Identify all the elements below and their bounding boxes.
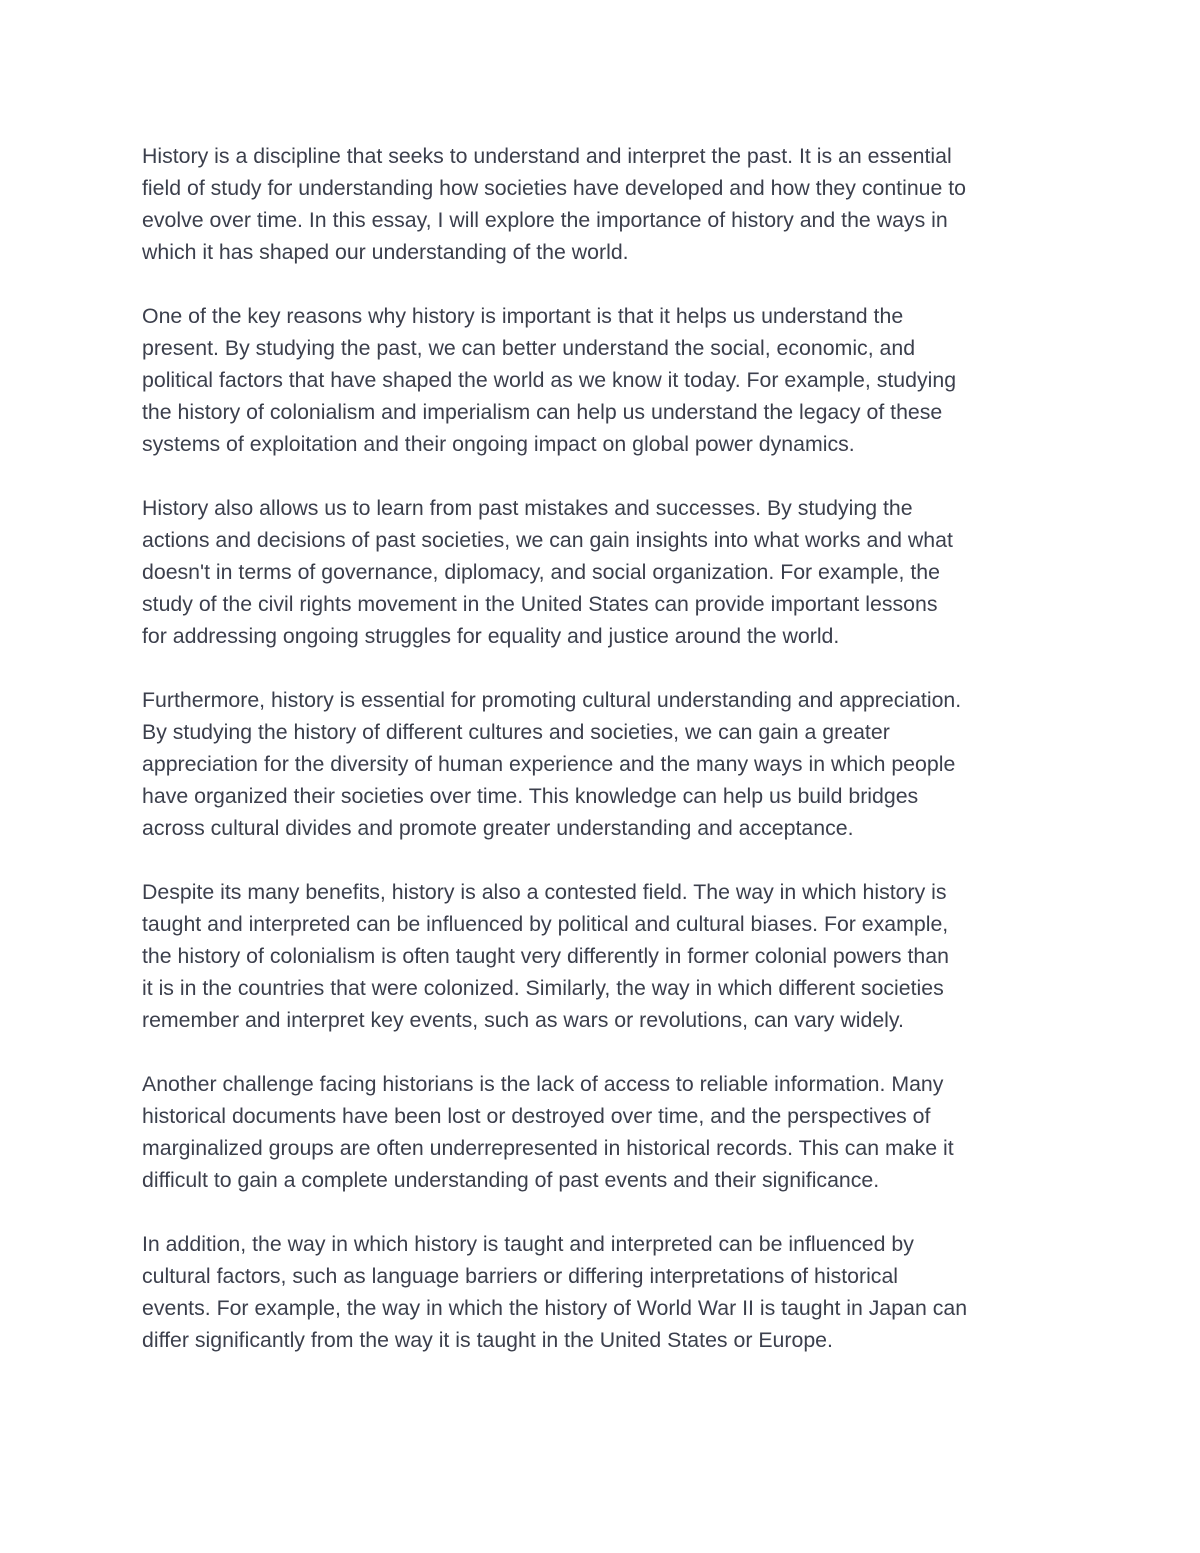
text-line: In addition, the way in which history is taught and interpreted can be influenced by: [142, 1232, 914, 1256]
paragraph: [142, 876, 1072, 1036]
text-line: for addressing ongoing struggles for equality and justice around the world.: [142, 624, 840, 648]
text-line: appreciation for the diversity of human experience and the many ways in which people: [142, 752, 956, 776]
document-body: [142, 140, 1072, 1388]
text-line: Furthermore, history is essential for promoting cultural understanding and appreciation.: [142, 688, 962, 712]
text-line: doesn't in terms of governance, diplomacy, and social organization. For example, the: [142, 560, 940, 584]
text-line: actions and decisions of past societies, we can gain insights into what works and what: [142, 528, 953, 552]
text-line: History also allows us to learn from past mistakes and successes. By studying the: [142, 496, 913, 520]
text-line: have organized their societies over time. This knowledge can help us build bridges: [142, 784, 919, 808]
text-line: study of the civil rights movement in the United States can provide important lessons: [142, 592, 938, 616]
text-line: present. By studying the past, we can better understand the social, economic, and: [142, 336, 916, 360]
paragraph: [142, 140, 1072, 268]
text-line: By studying the history of different cultures and societies, we can gain a greater: [142, 720, 890, 744]
text-line: across cultural divides and promote greater understanding and acceptance.: [142, 816, 854, 840]
text-line: differ significantly from the way it is taught in the United States or Europe.: [142, 1328, 833, 1352]
text-line: political factors that have shaped the world as we know it today. For example, studying: [142, 368, 957, 392]
paragraph: [142, 300, 1072, 460]
text-line: marginalized groups are often underrepresented in historical records. This can make it: [142, 1136, 954, 1160]
text-line: it is in the countries that were colonized. Similarly, the way in which different societies: [142, 976, 944, 1000]
text-line: field of study for understanding how societies have developed and how they continue to: [142, 176, 967, 200]
paragraph: [142, 492, 1072, 652]
text-line: One of the key reasons why history is important is that it helps us understand the: [142, 304, 904, 328]
text-line: Despite its many benefits, history is also a contested field. The way in which history is: [142, 880, 947, 904]
text-line: the history of colonialism and imperialism can help us understand the legacy of these: [142, 400, 943, 424]
text-line: which it has shaped our understanding of the world.: [142, 240, 629, 264]
text-line: the history of colonialism is often taught very differently in former colonial powers than: [142, 944, 949, 968]
text-line: historical documents have been lost or destroyed over time, and the perspectives of: [142, 1104, 931, 1128]
text-line: cultural factors, such as language barriers or differing interpretations of historical: [142, 1264, 899, 1288]
text-line: Another challenge facing historians is the lack of access to reliable information. Many: [142, 1072, 944, 1096]
text-line: taught and interpreted can be influenced by political and cultural biases. For example,: [142, 912, 949, 936]
text-line: systems of exploitation and their ongoing impact on global power dynamics.: [142, 432, 855, 456]
text-line: History is a discipline that seeks to understand and interpret the past. It is an essential: [142, 144, 952, 168]
text-line: evolve over time. In this essay, I will explore the importance of history and the ways in: [142, 208, 948, 232]
paragraph: [142, 1068, 1072, 1196]
text-line: events. For example, the way in which the history of World War II is taught in Japan can: [142, 1296, 968, 1320]
text-line: difficult to gain a complete understanding of past events and their significance.: [142, 1168, 880, 1192]
text-line: remember and interpret key events, such as wars or revolutions, can vary widely.: [142, 1008, 904, 1032]
paragraph: [142, 1228, 1072, 1356]
paragraph: [142, 684, 1072, 844]
